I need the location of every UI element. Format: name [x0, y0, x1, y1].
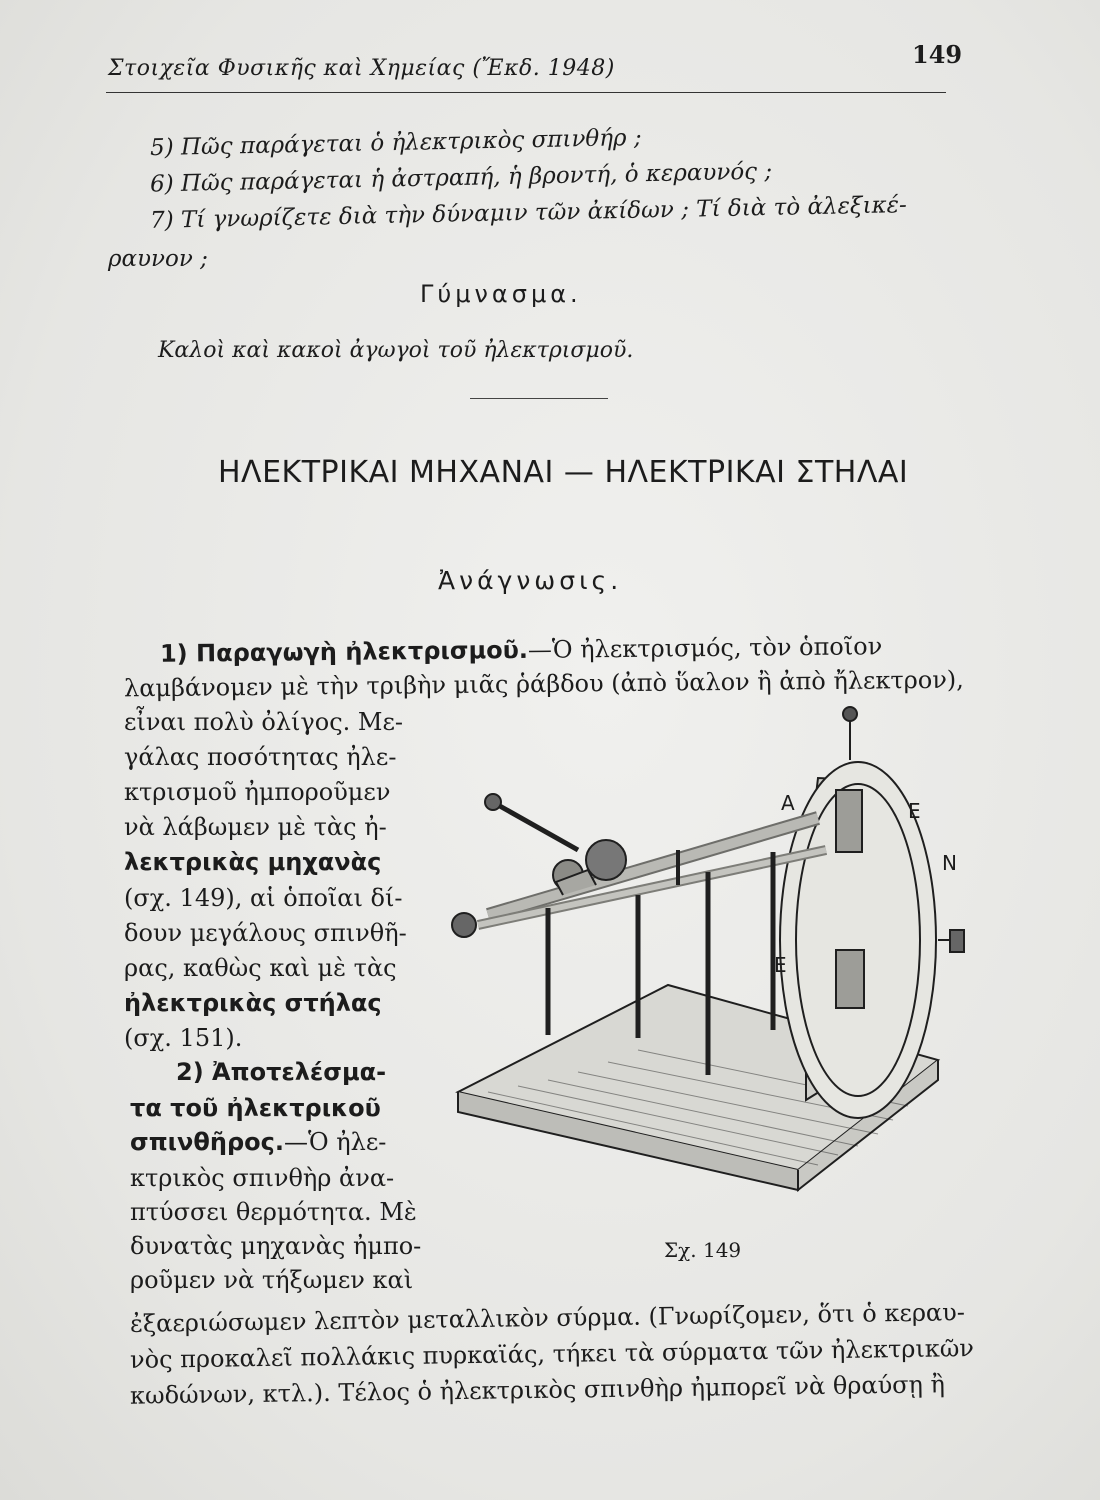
figure-label-e-upper: E: [908, 799, 921, 823]
figure-label-a: A: [781, 791, 795, 815]
paragraph-2-title-tail: —Ὁ ἠλε-: [283, 1128, 387, 1156]
question-5: 5) Πῶς παράγεται ὁ ἠλεκτρικὸς σπινθήρ ;: [149, 124, 642, 162]
paragraph-1-title: 1) Παραγωγὴ ἠλεκτρισμοῦ.: [159, 635, 529, 668]
paragraph-2-title-line: 2) Ἀποτελέσμα-: [176, 1058, 387, 1086]
paragraph-2-title-line-3: [130, 1128, 386, 1156]
running-header: Στοιχεῖα Φυσικῆς καὶ Χημείας (Ἔκδ. 1948): [108, 56, 615, 81]
paragraph-1-narrow-line: (σχ. 149), αἱ ὁποῖαι δί-: [124, 884, 403, 912]
figure-label-e-lower: E: [774, 953, 787, 977]
paragraph-2-line: κωδώνων, κτλ.). Τέλος ὁ ἠλεκτρικὸς σπινθὴρ ἠμπορεῖ νὰ θραύσῃ ἢ: [129, 1370, 946, 1410]
header-rule: [106, 92, 946, 93]
paragraph-1-line-2: λαμβάνομεν μὲ τὴν τριβὴν μιᾶς ῥάβδου (ἀπὸ ὕαλον ἢ ἀπὸ ἤλεκτρον),: [123, 665, 964, 703]
paragraph-1-narrow-line: εἶναι πολὺ ὀλίγος. Με-: [124, 708, 404, 736]
electrostatic-machine-illustration: [438, 700, 978, 1200]
lower-conductor: [836, 950, 864, 1008]
paragraph-1-line-1: —Ὁ ἠλεκτρισμός, τὸν ὁποῖον: [527, 632, 883, 664]
paragraph-1-first-line: [160, 632, 883, 668]
exercise-text: Καλοὶ καὶ κακοὶ ἀγωγοὶ τοῦ ἠλεκτρισμοῦ.: [158, 338, 634, 363]
figure-label-n: N: [942, 851, 957, 875]
paragraph-1-narrow-line: δουν μεγάλους σπινθῆ-: [124, 919, 407, 947]
question-6: 6) Πῶς παράγεται ἡ ἀστραπή, ἡ βροντή, ὁ κεραυνός ;: [149, 158, 773, 198]
paragraph-1-narrow-line: ἠλεκτρικὰς στήλας: [124, 989, 382, 1017]
paragraph-1-narrow-line: ρας, καθὼς καὶ μὲ τὰς: [124, 954, 397, 982]
crank-handle: [950, 930, 964, 952]
top-knob: [843, 707, 857, 721]
paragraph-1-narrow-line: νὰ λάβωμεν μὲ τὰς ἠ-: [124, 813, 387, 841]
question-7-continued: ραυνον ;: [108, 246, 208, 272]
paragraph-2-narrow-line: ροῦμεν νὰ τήξωμεν καὶ: [130, 1266, 414, 1294]
upper-conductor: [836, 790, 862, 852]
paragraph-2-title-line: τα τοῦ ἠλεκτρικοῦ: [130, 1094, 381, 1122]
question-7: 7) Τί γνωρίζετε διὰ τὴν δύναμιν τῶν ἀκίδων ; Τί διὰ τὸ ἀλεξικέ-: [149, 192, 908, 234]
discharge-arm-ball: [485, 794, 501, 810]
paragraph-2-line: νὸς προκαλεῖ πολλάκις πυρκαϊάς, τήκει τὰ σύρματα τῶν ἠλεκτρικῶν: [129, 1334, 975, 1374]
paragraph-1-narrow-line: (σχ. 151).: [124, 1024, 243, 1052]
paragraph-1-narrow-line: κτρισμοῦ ἠμποροῦμεν: [124, 778, 391, 806]
left-terminal-ball: [452, 913, 476, 937]
section-divider: [470, 398, 608, 399]
paragraph-2-narrow-line: κτρικὸς σπινθὴρ ἀνα-: [130, 1164, 395, 1192]
figure-caption: Σχ. 149: [664, 1238, 742, 1262]
discharge-arm: [498, 805, 578, 850]
paragraph-2-line: ἐξαεριώσωμεν λεπτὸν μεταλλικὸν σύρμα. (Γνωρίζομεν, ὅτι ὁ κεραυ-: [129, 1298, 966, 1338]
paragraph-1-narrow-line: λεκτρικὰς μηχανὰς: [124, 848, 382, 876]
page-number: 149: [912, 40, 963, 69]
paragraph-1-narrow-line: γάλας ποσότητας ἠλε-: [124, 743, 397, 771]
reading-heading: Ἀνάγνωσις.: [438, 566, 623, 595]
conductor-sphere: [586, 840, 626, 880]
paragraph-2-narrow-line: πτύσσει θερμότητα. Μὲ: [130, 1198, 417, 1226]
section-title: ΗΛΕΚΤΡΙΚΑΙ ΜΗΧΑΝΑΙ — ΗΛΕΚΤΡΙΚΑΙ ΣΤΗΛΑΙ: [218, 455, 909, 490]
exercise-heading: Γύμνασμα.: [420, 280, 582, 308]
paragraph-2-narrow-line: δυνατὰς μηχανὰς ἠμπο-: [130, 1232, 422, 1260]
paragraph-2-title-end: σπινθῆρος.: [130, 1128, 284, 1156]
